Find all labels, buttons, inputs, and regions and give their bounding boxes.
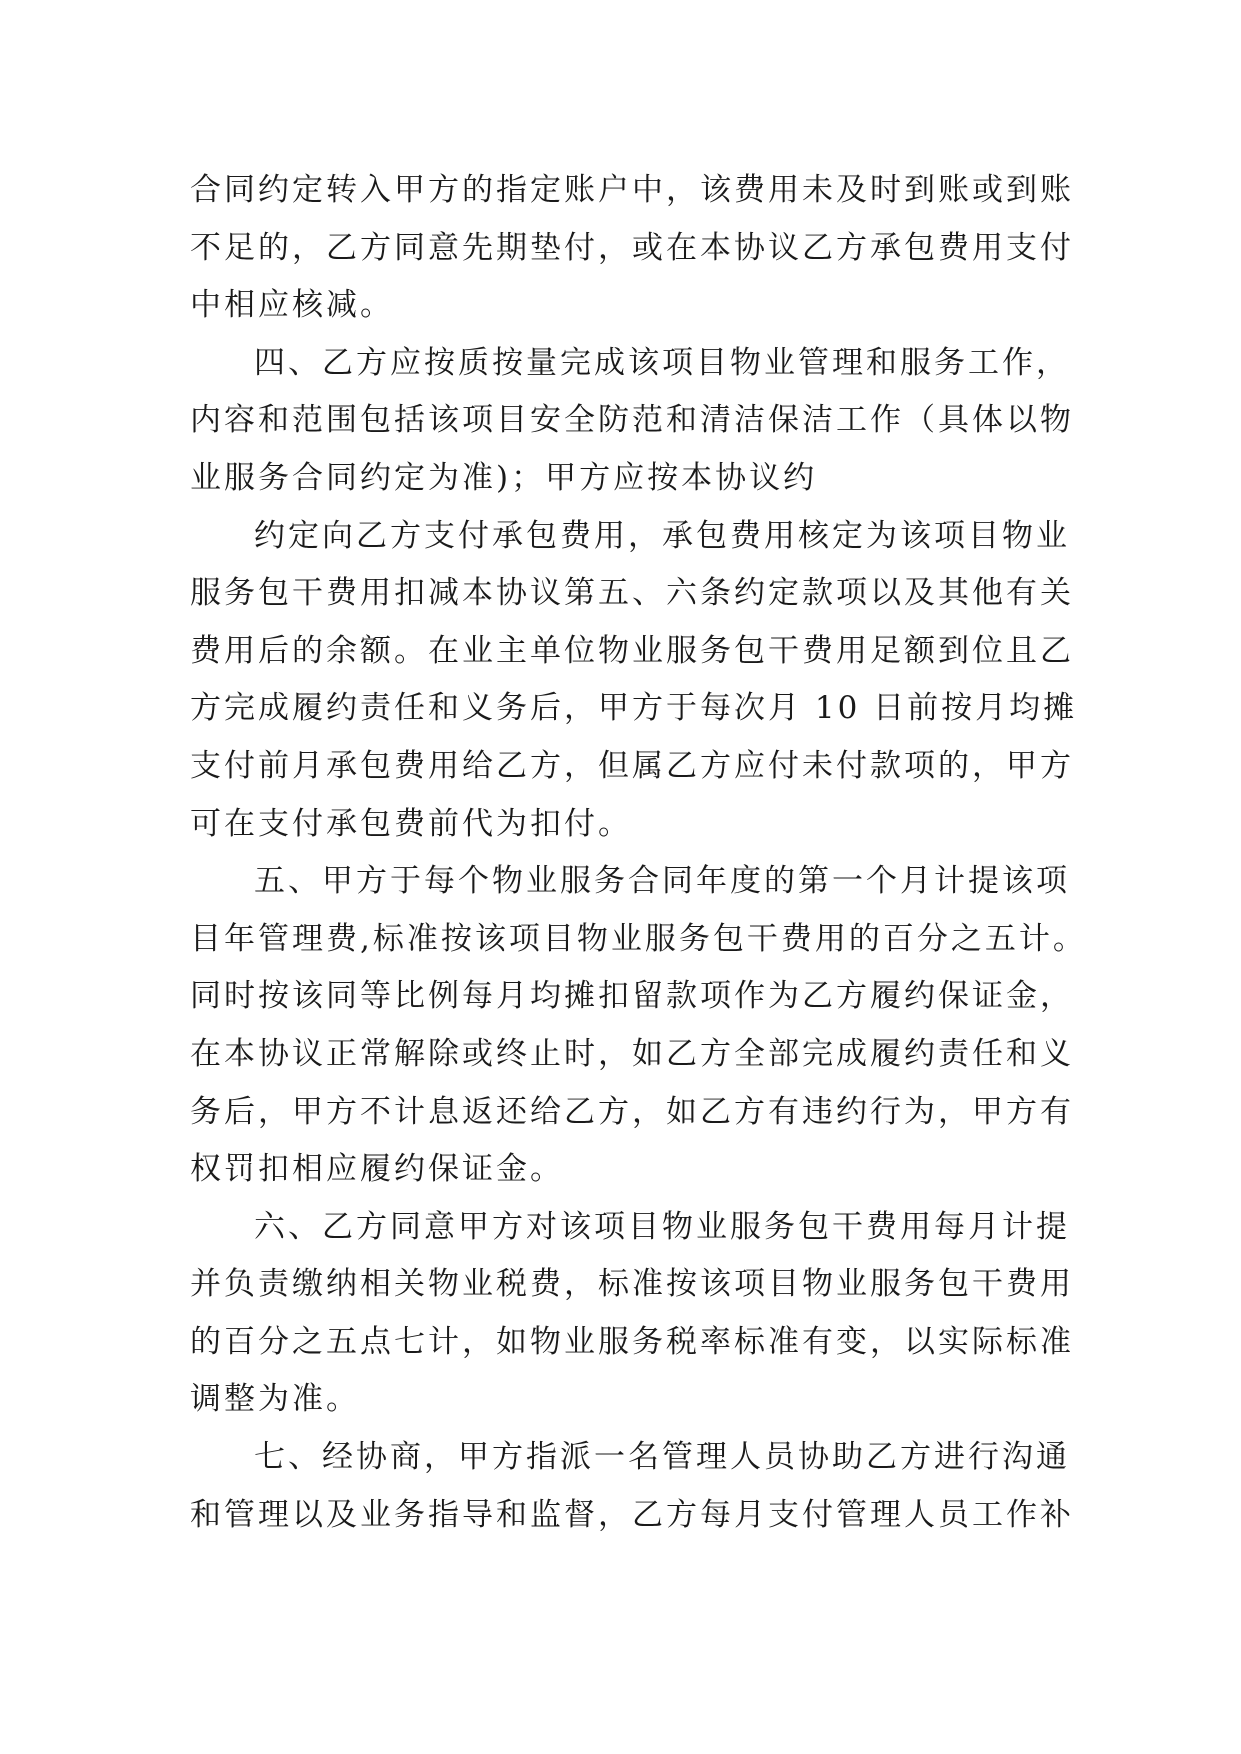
text-line: 在本协议正常解除或终止时，如乙方全部完成履约责任和义 [190, 1035, 1074, 1072]
text-line: 中相应核减。 [190, 287, 394, 324]
text-line: 业服务合同约定为准)；甲方应按本协议约 [190, 459, 818, 496]
text-line: 同时按该同等比例每月均摊扣留款项作为乙方履约保证金， [190, 978, 1074, 1015]
paragraph-clause-4 [190, 335, 1074, 508]
text-line: 务后，甲方不计息返还给乙方，如乙方有违约行为，甲方有 [190, 1093, 1074, 1130]
text-line: 六、乙方同意甲方对该项目物业服务包干费用每月计提 [254, 1208, 1070, 1245]
text-line: 费用后的余额。在业主单位物业服务包干费用足额到位且乙 [190, 632, 1074, 669]
text-line: 并负责缴纳相关物业税费，标准按该项目物业服务包干费用 [190, 1266, 1074, 1303]
paragraph-clause-5 [190, 853, 1087, 1199]
text-line: 权罚扣相应履约保证金。 [190, 1151, 564, 1188]
text-line: 不足的，乙方同意先期垫付，或在本协议乙方承包费用支付 [190, 229, 1074, 266]
text-line: 合同约定转入甲方的指定账户中，该费用未及时到账或到账 [190, 172, 1074, 208]
paragraph-clause-6 [190, 1199, 1074, 1429]
paragraph-fee-transfer [190, 162, 1074, 335]
text-line: 可在支付承包费前代为扣付。 [190, 805, 632, 842]
text-line: 目年管理费,标准按该项目物业服务包干费用的百分之五计。 [190, 920, 1087, 957]
text-line: 调整为准。 [190, 1381, 360, 1418]
text-line: 支付前月承包费用给乙方，但属乙方应付未付款项的，甲方 [190, 747, 1074, 784]
text-line: 五、甲方于每个物业服务合同年度的第一个月计提该项 [254, 863, 1070, 900]
text-line: 七、经协商，甲方指派一名管理人员协助乙方进行沟通 [254, 1439, 1070, 1476]
text-line: 内容和范围包括该项目安全防范和清洁保洁工作（具体以物 [190, 402, 1074, 439]
paragraph-contract-fee [190, 508, 1078, 854]
document-body [190, 162, 1087, 1544]
text-line: 四、乙方应按质按量完成该项目物业管理和服务工作， [254, 344, 1070, 381]
text-line: 的百分之五点七计，如物业服务税率标准有变，以实际标准 [190, 1323, 1074, 1360]
text-line: 方完成履约责任和义务后，甲方于每次月 10 日前按月均摊 [190, 690, 1078, 727]
text-line: 服务包干费用扣减本协议第五、六条约定款项以及其他有关 [190, 575, 1074, 612]
text-line: 和管理以及业务指导和监督，乙方每月支付管理人员工作补 [190, 1496, 1074, 1533]
paragraph-clause-7 [190, 1429, 1074, 1544]
text-line: 约定向乙方支付承包费用，承包费用核定为该项目物业 [254, 517, 1070, 554]
